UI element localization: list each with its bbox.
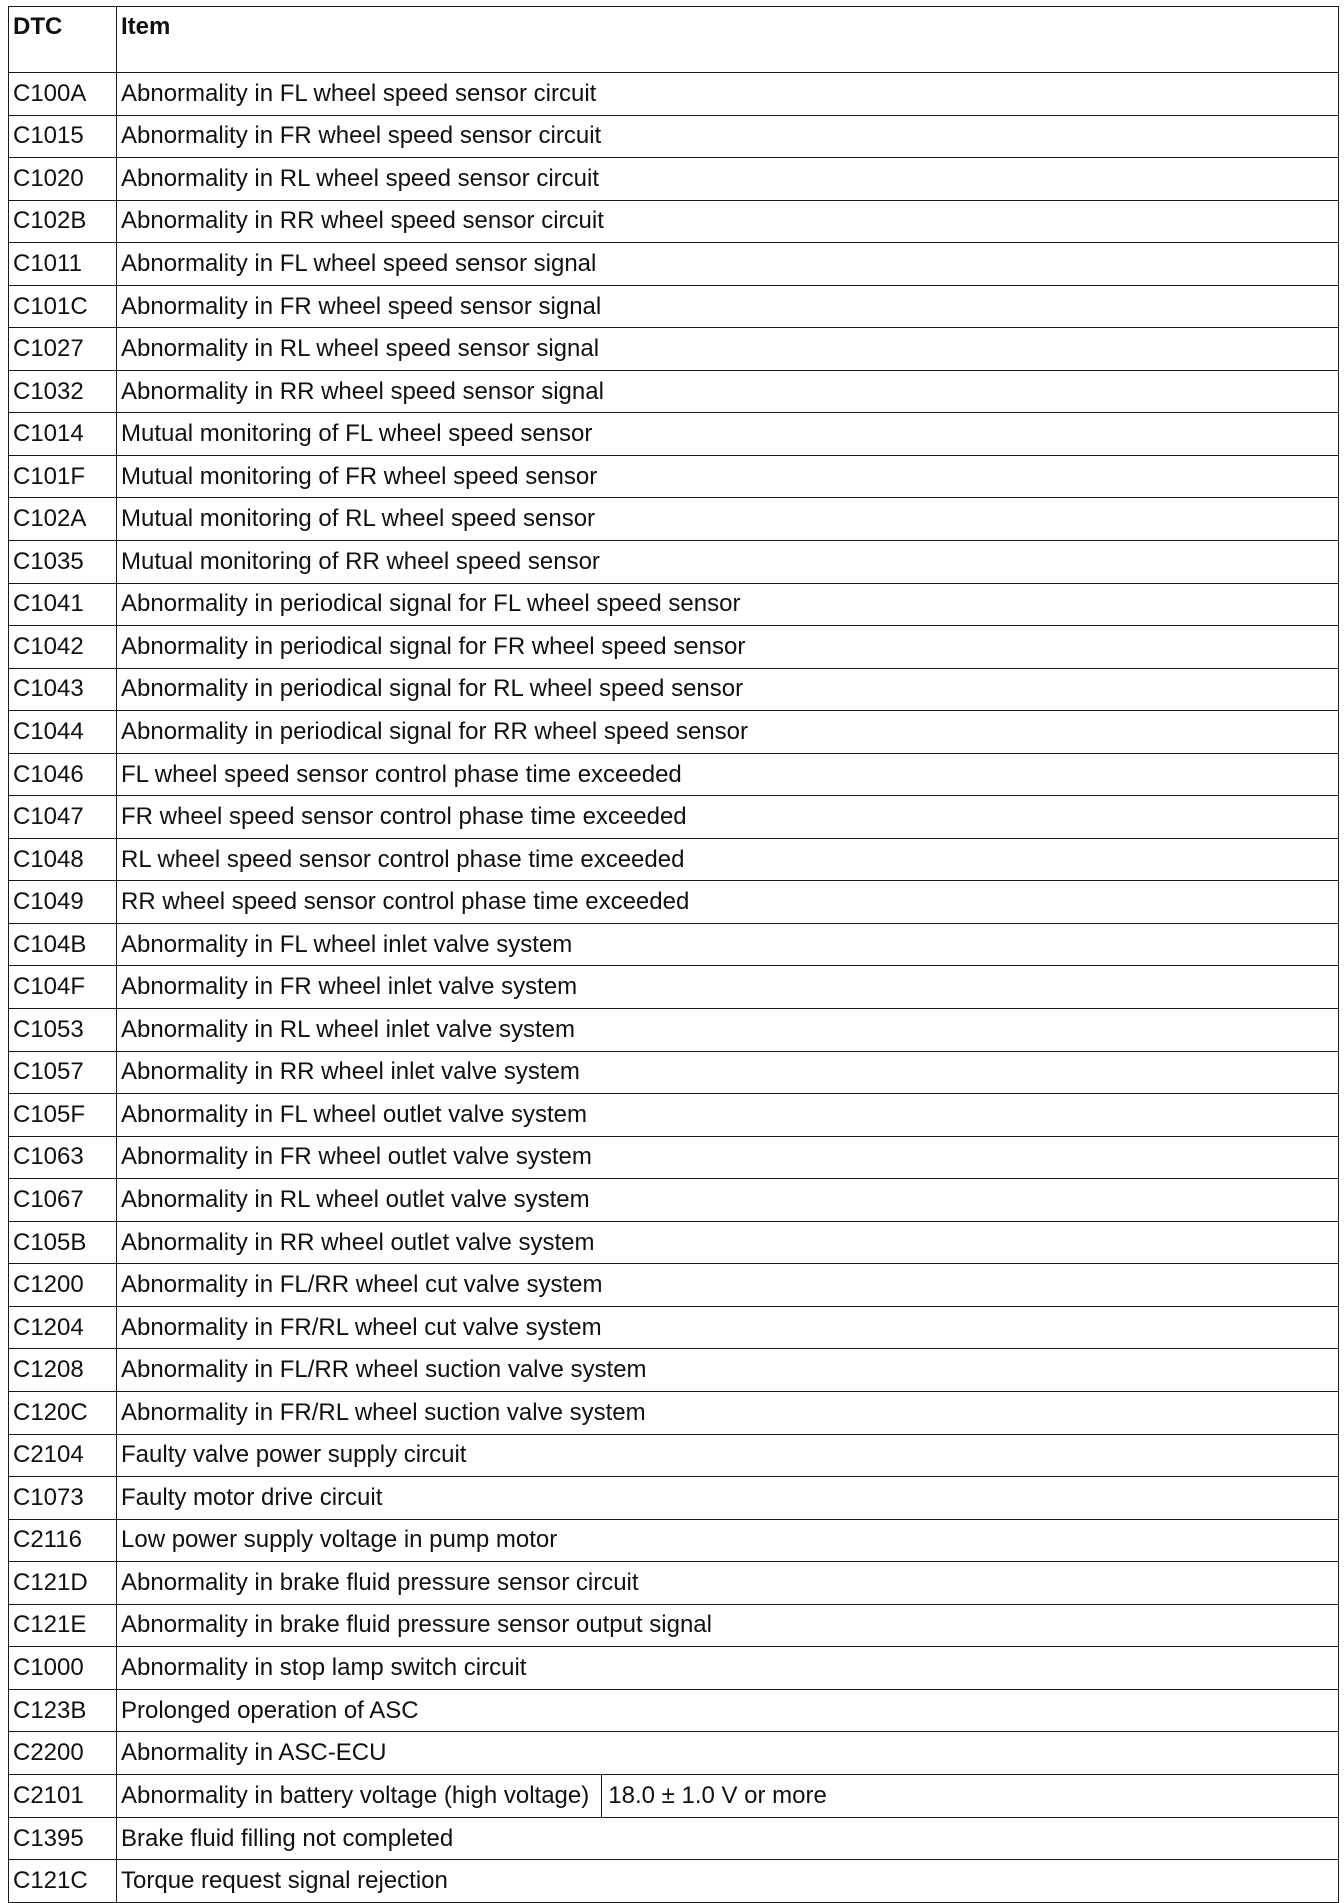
- table-row: [9, 1604, 1339, 1647]
- item-description-cell: Abnormality in periodical signal for RL wheel speed sensor: [117, 668, 1339, 711]
- dtc-code-cell: C1000: [9, 1647, 117, 1690]
- table-row: [9, 1562, 1339, 1605]
- table-row: [9, 1519, 1339, 1562]
- item-description-cell: Abnormality in RR wheel outlet valve system: [117, 1221, 1339, 1264]
- dtc-code-cell: C1042: [9, 626, 117, 669]
- table-row: [9, 498, 1339, 541]
- dtc-code-cell: C104F: [9, 966, 117, 1009]
- item-description-cell: Abnormality in RL wheel speed sensor signal: [117, 328, 1339, 371]
- table-row: [9, 243, 1339, 286]
- table-row: [9, 838, 1339, 881]
- item-description-cell: FL wheel speed sensor control phase time exceeded: [117, 753, 1339, 796]
- item-description-cell: Abnormality in brake fluid pressure sensor output signal: [117, 1604, 1339, 1647]
- item-description-cell: Abnormality in FR/RL wheel suction valve system: [117, 1391, 1339, 1434]
- table-row: [9, 1306, 1339, 1349]
- item-description-cell: Abnormality in RL wheel outlet valve system: [117, 1179, 1339, 1222]
- item-description-cell: Mutual monitoring of FR wheel speed sensor: [117, 455, 1339, 498]
- table-row: [9, 1732, 1339, 1775]
- dtc-code-cell: C1063: [9, 1136, 117, 1179]
- dtc-code-cell: C1015: [9, 115, 117, 158]
- table-row: [9, 1179, 1339, 1222]
- item-description-cell: Abnormality in brake fluid pressure sensor circuit: [117, 1562, 1339, 1605]
- item-description-cell: Abnormality in ASC-ECU: [117, 1732, 1339, 1775]
- dtc-code-cell: C1044: [9, 711, 117, 754]
- item-description-cell: Abnormality in FL wheel speed sensor signal: [117, 243, 1339, 286]
- item-description-cell: Faulty valve power supply circuit: [117, 1434, 1339, 1477]
- item-description-cell: Low power supply voltage in pump motor: [117, 1519, 1339, 1562]
- item-description-cell: Abnormality in FL wheel outlet valve system: [117, 1094, 1339, 1137]
- table-row: [9, 413, 1339, 456]
- item-description-cell: Abnormality in RR wheel speed sensor circuit: [117, 200, 1339, 243]
- table-row: [9, 1264, 1339, 1307]
- table-row: [9, 966, 1339, 1009]
- table-row: [9, 328, 1339, 371]
- table-row: [9, 1009, 1339, 1052]
- item-description-cell: Abnormality in periodical signal for FR wheel speed sensor: [117, 626, 1339, 669]
- dtc-code-cell: C121D: [9, 1562, 117, 1605]
- item-description-cell: Abnormality in FR wheel inlet valve system: [117, 966, 1339, 1009]
- dtc-code-cell: C1200: [9, 1264, 117, 1307]
- table-row: [9, 796, 1339, 839]
- table-row: [9, 668, 1339, 711]
- dtc-code-cell: C1011: [9, 243, 117, 286]
- table-row: [9, 1391, 1339, 1434]
- dtc-code-cell: C1041: [9, 583, 117, 626]
- item-description-cell: Abnormality in FL/RR wheel suction valve system: [117, 1349, 1339, 1392]
- dtc-code-cell: C1208: [9, 1349, 117, 1392]
- item-description-cell: Abnormality in RR wheel inlet valve system: [117, 1051, 1339, 1094]
- item-description-cell: RL wheel speed sensor control phase time exceeded: [117, 838, 1339, 881]
- table-row: [9, 1860, 1339, 1903]
- table-row: [9, 73, 1339, 116]
- item-description-cell: Abnormality in periodical signal for FL wheel speed sensor: [117, 583, 1339, 626]
- dtc-code-cell: C100A: [9, 73, 117, 116]
- dtc-code-cell: C102B: [9, 200, 117, 243]
- item-description-cell: Abnormality in FR wheel speed sensor circuit: [117, 115, 1339, 158]
- dtc-code-cell: C1395: [9, 1817, 117, 1860]
- item-description-cell: Abnormality in stop lamp switch circuit: [117, 1647, 1339, 1690]
- dtc-code-cell: C1048: [9, 838, 117, 881]
- dtc-code-cell: C2116: [9, 1519, 117, 1562]
- dtc-code-cell: C101C: [9, 285, 117, 328]
- dtc-code-cell: C120C: [9, 1391, 117, 1434]
- dtc-code-cell: C105B: [9, 1221, 117, 1264]
- table-row: [9, 1221, 1339, 1264]
- dtc-code-cell: C1014: [9, 413, 117, 456]
- table-row: [9, 1349, 1339, 1392]
- dtc-code-cell: C1067: [9, 1179, 117, 1222]
- header-dtc: DTC: [9, 7, 117, 73]
- item-description-cell: Abnormality in RL wheel speed sensor circuit: [117, 158, 1339, 201]
- dtc-code-cell: C1046: [9, 753, 117, 796]
- item-description-cell: Abnormality in FR wheel speed sensor signal: [117, 285, 1339, 328]
- table-row: [9, 923, 1339, 966]
- dtc-code-cell: C2200: [9, 1732, 117, 1775]
- item-description-cell: Abnormality in FR wheel outlet valve system: [117, 1136, 1339, 1179]
- dtc-code-cell: C105F: [9, 1094, 117, 1137]
- dtc-table-body: [9, 7, 1339, 1903]
- item-description-cell: Abnormality in FL wheel speed sensor circuit: [117, 73, 1339, 116]
- dtc-code-cell: C1035: [9, 541, 117, 584]
- item-description-cell: Mutual monitoring of FL wheel speed sensor: [117, 413, 1339, 456]
- table-row: [9, 1477, 1339, 1520]
- item-threshold-value: 18.0 ± 1.0 V or more: [601, 1775, 1334, 1817]
- item-description-cell: Torque request signal rejection: [117, 1860, 1339, 1903]
- item-description-cell: [117, 1774, 1339, 1817]
- table-row: [9, 285, 1339, 328]
- dtc-code-cell: C123B: [9, 1689, 117, 1732]
- table-row: [9, 711, 1339, 754]
- table-row: [9, 1817, 1339, 1860]
- dtc-code-cell: C1073: [9, 1477, 117, 1520]
- dtc-code-cell: C1027: [9, 328, 117, 371]
- table-header-row: [9, 7, 1339, 73]
- dtc-code-cell: C1053: [9, 1009, 117, 1052]
- table-row: [9, 583, 1339, 626]
- dtc-code-cell: C1020: [9, 158, 117, 201]
- table-row: [9, 455, 1339, 498]
- item-description-cell: Faulty motor drive circuit: [117, 1477, 1339, 1520]
- table-row: [9, 881, 1339, 924]
- item-description-cell: Abnormality in FL/RR wheel cut valve system: [117, 1264, 1339, 1307]
- item-description-cell: Mutual monitoring of RL wheel speed sensor: [117, 498, 1339, 541]
- table-row: [9, 1434, 1339, 1477]
- table-row: [9, 115, 1339, 158]
- table-row: [9, 1136, 1339, 1179]
- item-description-cell: Prolonged operation of ASC: [117, 1689, 1339, 1732]
- dtc-code-cell: C1204: [9, 1306, 117, 1349]
- table-row: [9, 1051, 1339, 1094]
- item-description-cell: Abnormality in RR wheel speed sensor signal: [117, 370, 1339, 413]
- dtc-code-cell: C1047: [9, 796, 117, 839]
- table-row: [9, 200, 1339, 243]
- table-row: [9, 1647, 1339, 1690]
- dtc-code-cell: C2104: [9, 1434, 117, 1477]
- dtc-code-cell: C121E: [9, 1604, 117, 1647]
- table-row: [9, 753, 1339, 796]
- item-description-text: Abnormality in battery voltage (high voltage): [121, 1781, 590, 1809]
- item-description-cell: Abnormality in FL wheel inlet valve system: [117, 923, 1339, 966]
- table-row: [9, 158, 1339, 201]
- item-description-cell: FR wheel speed sensor control phase time exceeded: [117, 796, 1339, 839]
- dtc-table: [8, 6, 1339, 1903]
- item-description-cell: RR wheel speed sensor control phase time exceeded: [117, 881, 1339, 924]
- dtc-code-cell: C104B: [9, 923, 117, 966]
- dtc-code-cell: C1032: [9, 370, 117, 413]
- table-row: [9, 370, 1339, 413]
- dtc-code-cell: C2101: [9, 1774, 117, 1817]
- item-description-cell: Abnormality in FR/RL wheel cut valve system: [117, 1306, 1339, 1349]
- dtc-code-cell: C121C: [9, 1860, 117, 1903]
- header-item: Item: [117, 7, 1339, 73]
- table-row: [9, 1774, 1339, 1817]
- item-description-cell: Brake fluid filling not completed: [117, 1817, 1339, 1860]
- table-row: [9, 1689, 1339, 1732]
- item-description-cell: Mutual monitoring of RR wheel speed sensor: [117, 541, 1339, 584]
- table-row: [9, 626, 1339, 669]
- dtc-code-cell: C1057: [9, 1051, 117, 1094]
- table-row: [9, 1094, 1339, 1137]
- dtc-code-cell: C102A: [9, 498, 117, 541]
- table-row: [9, 541, 1339, 584]
- dtc-code-cell: C1043: [9, 668, 117, 711]
- dtc-code-cell: C1049: [9, 881, 117, 924]
- dtc-code-cell: C101F: [9, 455, 117, 498]
- item-description-cell: Abnormality in RL wheel inlet valve system: [117, 1009, 1339, 1052]
- item-description-cell: Abnormality in periodical signal for RR wheel speed sensor: [117, 711, 1339, 754]
- item-cell-split: [121, 1775, 1334, 1817]
